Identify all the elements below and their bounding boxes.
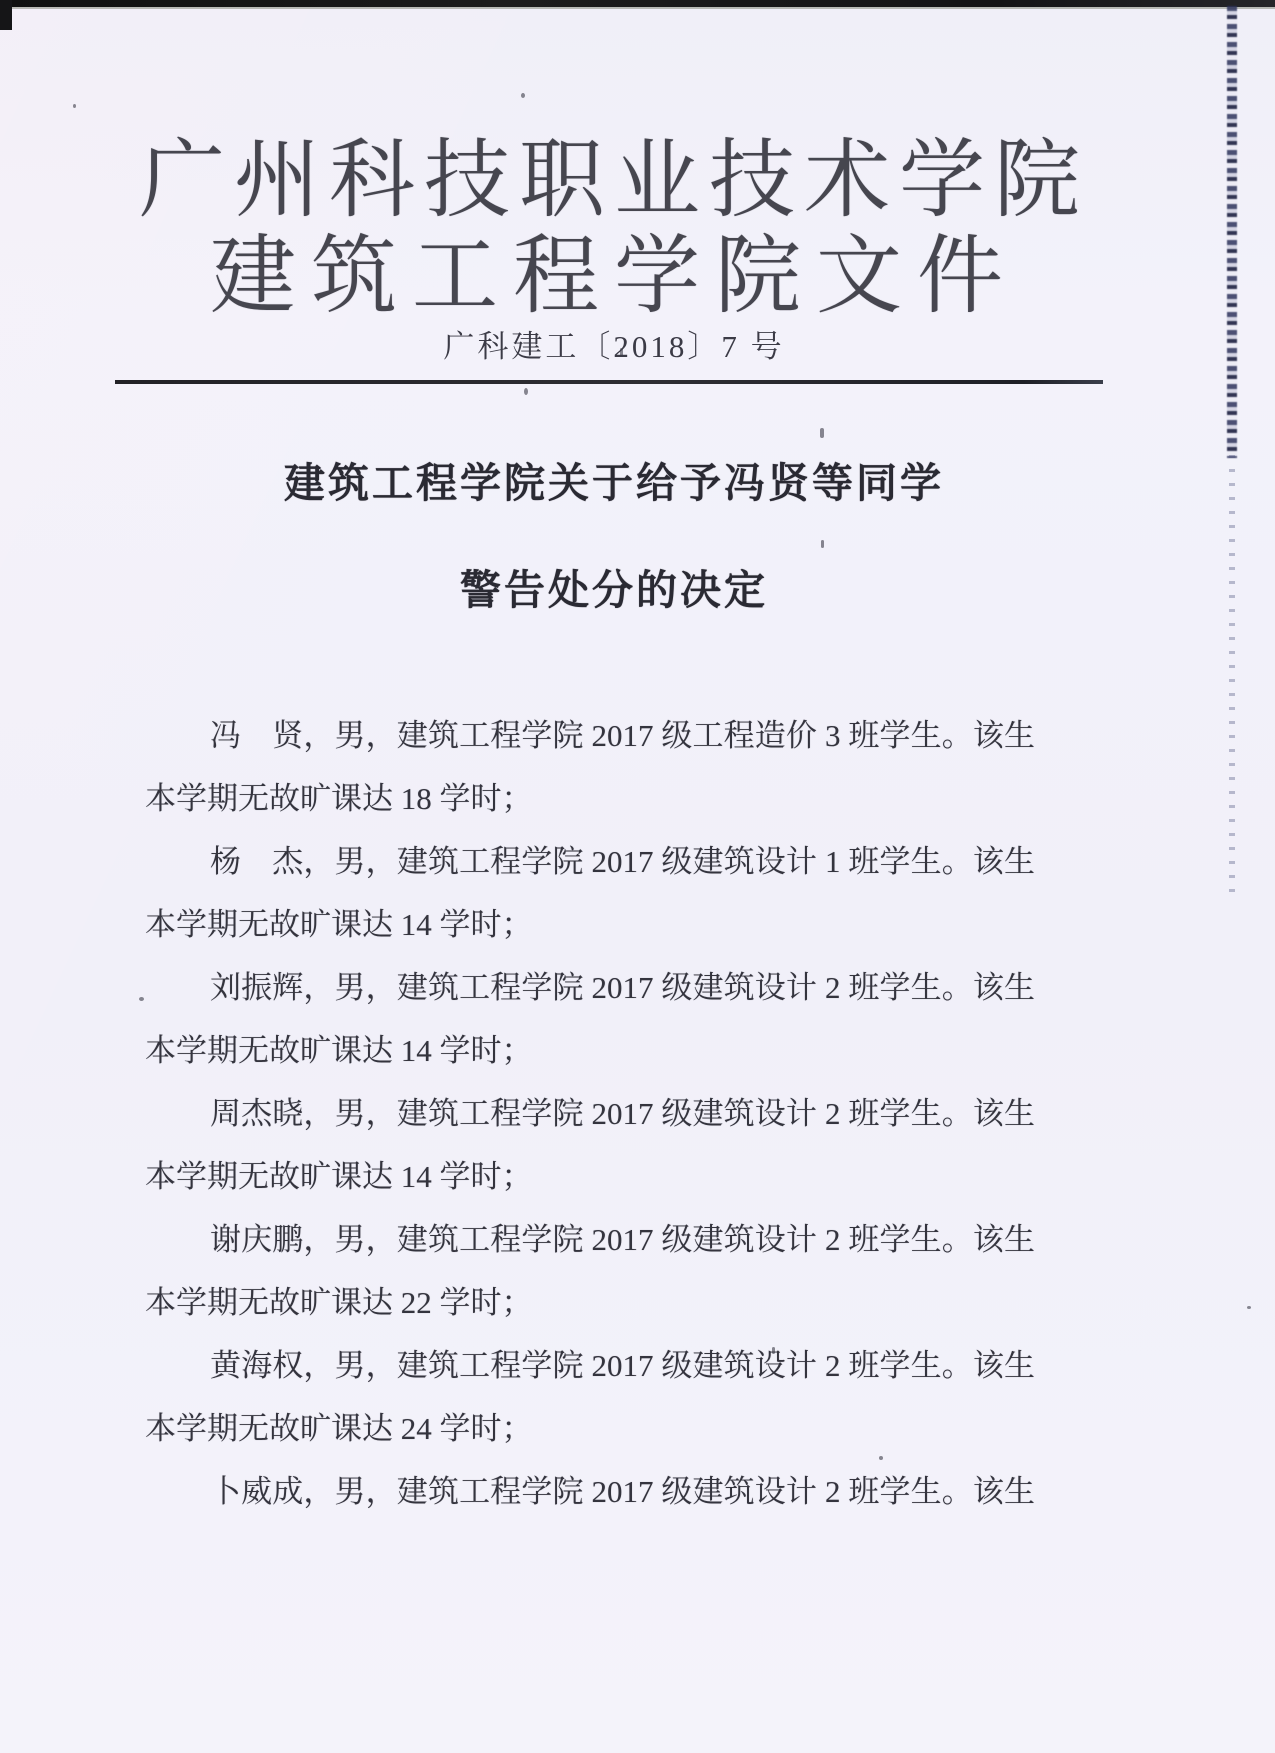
scan-speck — [73, 104, 76, 108]
paragraph-line: 黄海权，男，建筑工程学院 2017 级建筑设计 2 班学生。该生 — [210, 1348, 1035, 1383]
paragraph-line: 刘振辉，男，建筑工程学院 2017 级建筑设计 2 班学生。该生 — [210, 970, 1035, 1005]
org-name-line1: 广州科技职业技术学院 — [139, 132, 1089, 228]
doc-number: 广科建工〔2018〕7 号 — [443, 329, 785, 364]
paragraph-line: 卜威成，男，建筑工程学院 2017 级建筑设计 2 班学生。该生 — [210, 1474, 1035, 1509]
paragraph-line: 本学期无故旷课达 24 学时； — [145, 1411, 533, 1446]
paragraph-line: 本学期无故旷课达 14 学时； — [145, 907, 533, 942]
doc-title-line1: 建筑工程学院关于给予冯贤等同学 — [284, 460, 944, 506]
header-divider-rule — [115, 380, 1103, 384]
student-paragraph — [145, 956, 1035, 1082]
scan-top-edge-artifact — [0, 0, 1275, 7]
paragraph-line: 冯 贤，男，建筑工程学院 2017 级工程造价 3 班学生。该生 — [210, 718, 1035, 753]
paragraph-line: 周杰晓，男，建筑工程学院 2017 级建筑设计 2 班学生。该生 — [210, 1096, 1035, 1131]
document-content — [0, 130, 1275, 1523]
scan-top-edge-shadow — [0, 7, 1275, 9]
paragraph-line: 本学期无故旷课达 14 学时； — [145, 1033, 533, 1068]
student-paragraph — [145, 1082, 1035, 1208]
student-paragraph — [145, 830, 1035, 956]
student-paragraph — [145, 1460, 1035, 1523]
paragraph-line: 谢庆鹏，男，建筑工程学院 2017 级建筑设计 2 班学生。该生 — [210, 1222, 1035, 1257]
paragraph-line: 本学期无故旷课达 14 学时； — [145, 1159, 533, 1194]
paragraph-line: 本学期无故旷课达 22 学时； — [145, 1285, 533, 1320]
scan-corner-artifact — [0, 0, 12, 30]
paragraph-line: 杨 杰，男，建筑工程学院 2017 级建筑设计 1 班学生。该生 — [210, 844, 1035, 879]
student-paragraph — [145, 1334, 1035, 1460]
paragraph-line: 本学期无故旷课达 18 学时； — [145, 781, 533, 816]
scan-speck — [521, 93, 525, 98]
student-paragraph — [145, 1208, 1035, 1334]
body-text-block — [145, 704, 1035, 1523]
doc-title-line2: 警告处分的决定 — [460, 567, 768, 613]
student-paragraph — [145, 704, 1035, 830]
org-name-line2: 建筑工程学院文件 — [210, 228, 1018, 324]
